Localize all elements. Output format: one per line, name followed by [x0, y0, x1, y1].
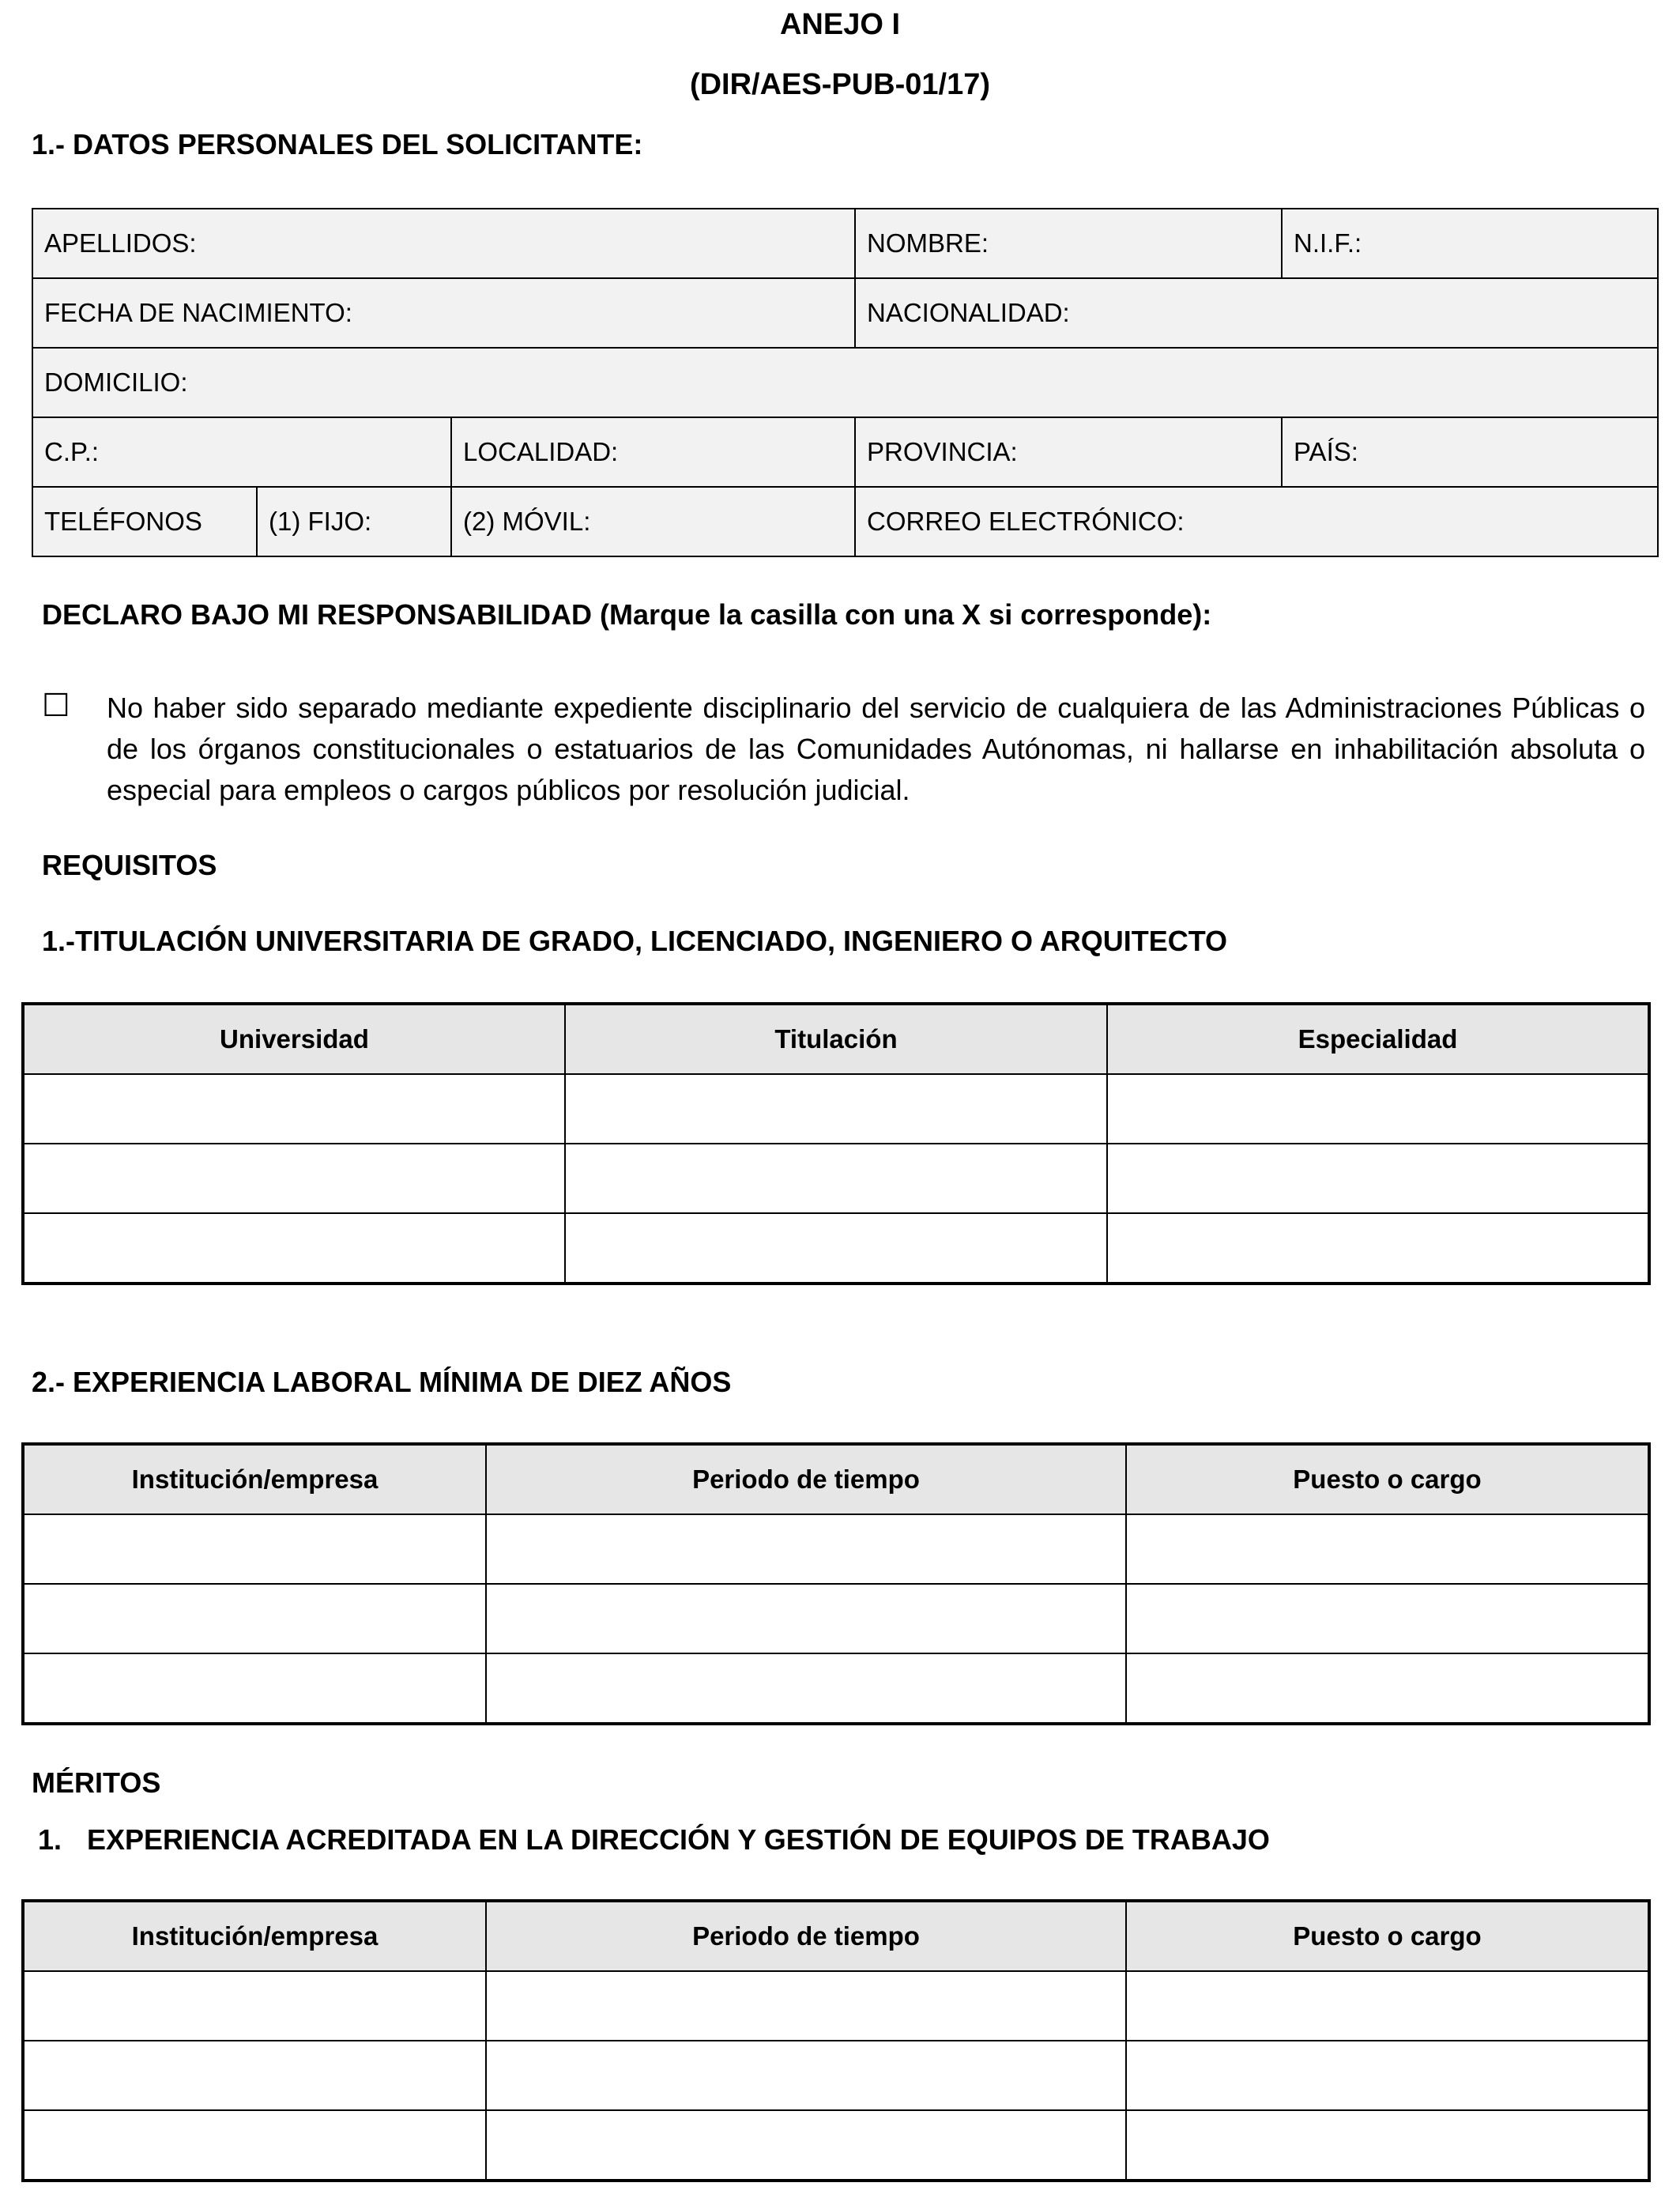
personal-data-section-title: 1.- DATOS PERSONALES DEL SOLICITANTE: [32, 128, 643, 160]
col-puesto: Puesto o cargo [1126, 1444, 1649, 1514]
table-cell[interactable] [486, 2041, 1126, 2110]
nombre-field[interactable]: NOMBRE: [855, 209, 1282, 278]
table-cell[interactable] [486, 1653, 1126, 1724]
table-row [23, 2041, 1649, 2110]
table-cell[interactable] [1107, 1074, 1649, 1144]
experiencia-table [21, 1442, 1651, 1725]
table-cell[interactable] [486, 1514, 1126, 1584]
domicilio-field[interactable]: DOMICILIO: [32, 348, 1658, 417]
table-row [23, 1514, 1649, 1584]
declaration-heading: DECLARO BAJO MI RESPONSABILIDAD (Marque la casilla con una X si corresponde): [42, 598, 1212, 631]
col-especialidad: Especialidad [1107, 1004, 1649, 1074]
col-periodo: Periodo de tiempo [486, 1901, 1126, 1971]
col-periodo: Periodo de tiempo [486, 1444, 1126, 1514]
correo-electronico-field[interactable]: CORREO ELECTRÓNICO: [855, 487, 1658, 556]
table-row [23, 1971, 1649, 2041]
document-reference: (DIR/AES-PUB-01/17) [689, 68, 991, 101]
table-row [23, 1144, 1649, 1213]
titulacion-table [21, 1002, 1651, 1285]
col-institucion: Institución/empresa [23, 1444, 486, 1514]
meritos-item-title: EXPERIENCIA ACREDITADA EN LA DIRECCIÓN Y GESTIÓN DE EQUIPOS DE TRABAJO [87, 1823, 1270, 1856]
requisitos-heading: REQUISITOS [42, 849, 217, 881]
localidad-field[interactable]: LOCALIDAD: [451, 417, 855, 487]
table-cell[interactable] [565, 1074, 1107, 1144]
meritos-table [21, 1899, 1651, 2182]
nacionalidad-field[interactable]: NACIONALIDAD: [855, 278, 1658, 348]
table-cell[interactable] [1126, 1514, 1649, 1584]
meritos-heading: MÉRITOS [32, 1766, 161, 1799]
col-titulacion: Titulación [565, 1004, 1107, 1074]
meritos-item-number: 1. [38, 1823, 62, 1856]
table-cell[interactable] [1126, 1971, 1649, 2041]
nif-field[interactable]: N.I.F.: [1282, 209, 1658, 278]
table-cell[interactable] [486, 1971, 1126, 2041]
table-cell[interactable] [1107, 1213, 1649, 1284]
table-cell[interactable] [23, 1074, 565, 1144]
table-cell[interactable] [1126, 1584, 1649, 1653]
table-cell[interactable] [565, 1213, 1107, 1284]
telefono-fijo-field[interactable]: (1) FIJO: [257, 487, 451, 556]
table-cell[interactable] [23, 1144, 565, 1213]
table-cell[interactable] [1126, 2110, 1649, 2181]
table-cell[interactable] [486, 1584, 1126, 1653]
table-row [23, 1584, 1649, 1653]
table-cell[interactable] [1107, 1144, 1649, 1213]
table-cell[interactable] [486, 2110, 1126, 2181]
table-cell[interactable] [1126, 1653, 1649, 1724]
fecha-nacimiento-field[interactable]: FECHA DE NACIMIENTO: [32, 278, 855, 348]
table-cell[interactable] [23, 1213, 565, 1284]
col-universidad: Universidad [23, 1004, 565, 1074]
table-cell[interactable] [23, 2041, 486, 2110]
col-puesto: Puesto o cargo [1126, 1901, 1649, 1971]
titulacion-title: 1.-TITULACIÓN UNIVERSITARIA DE GRADO, LICENCIADO, INGENIERO O ARQUITECTO [42, 925, 1228, 957]
table-row [23, 1074, 1649, 1144]
provincia-field[interactable]: PROVINCIA: [855, 417, 1282, 487]
experiencia-title: 2.- EXPERIENCIA LABORAL MÍNIMA DE DIEZ AÑOS [32, 1366, 732, 1398]
col-institucion: Institución/empresa [23, 1901, 486, 1971]
table-cell[interactable] [23, 2110, 486, 2181]
table-cell[interactable] [23, 1514, 486, 1584]
table-cell[interactable] [23, 1653, 486, 1724]
table-row [23, 1653, 1649, 1724]
telefonos-label: TELÉFONOS [32, 487, 257, 556]
table-cell[interactable] [23, 1971, 486, 2041]
document-title: ANEJO I [779, 8, 901, 41]
table-cell[interactable] [23, 1584, 486, 1653]
telefono-movil-field[interactable]: (2) MÓVIL: [451, 487, 855, 556]
table-cell[interactable] [1126, 2041, 1649, 2110]
apellidos-field[interactable]: APELLIDOS: [32, 209, 855, 278]
declaration-checkbox[interactable]: ☐ [42, 688, 70, 723]
cp-field[interactable]: C.P.: [32, 417, 451, 487]
personal-data-table [32, 208, 1659, 557]
table-row [23, 1213, 1649, 1284]
declaration-text: No haber sido separado mediante expediente disciplinario del servicio de cualquiera de las Administraciones Públicas o de los órganos constitucionales o estatuarios de las Comunidades Autónomas, ni hallarse en inhabilitación absoluta o especial para empleos o cargos públicos por resolución judicial. [107, 692, 1645, 806]
table-row [23, 2110, 1649, 2181]
pais-field[interactable]: PAÍS: [1282, 417, 1658, 487]
table-cell[interactable] [565, 1144, 1107, 1213]
